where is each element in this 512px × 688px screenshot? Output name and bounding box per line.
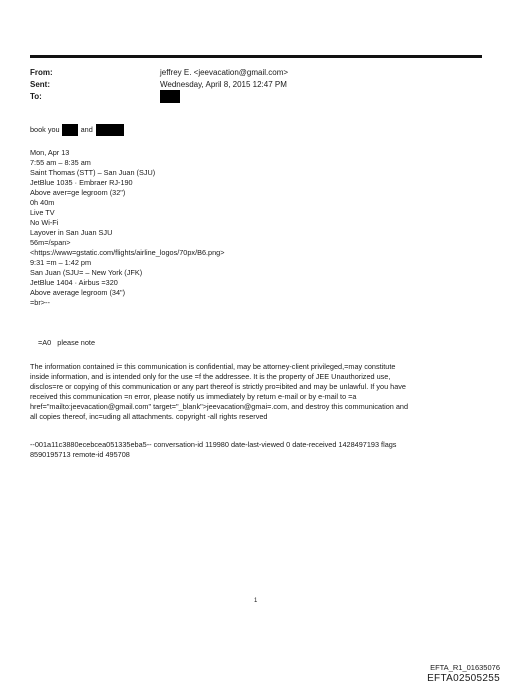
page-number: 1 xyxy=(254,598,258,604)
footer-id-2: EFTA02505255 xyxy=(427,673,500,684)
itinerary-line: No Wi-Fi xyxy=(30,218,59,227)
itinerary-line: Saint Thomas (STT) – San Juan (SJU) xyxy=(30,168,156,177)
disclaimer-line: disclos=re or copying of this communication or any part thereof is strictly pro=ibited and may be unlawful. If you have xyxy=(30,382,406,391)
itinerary-line: Live TV xyxy=(30,208,55,217)
metadata-paragraph xyxy=(30,440,485,460)
disclaimer-line: received this communication =n error, please notify us immediately by return e-mail or by e-mail to =a xyxy=(30,392,357,401)
itinerary-line: San Juan (SJU= – New York (JFK) xyxy=(30,268,143,277)
itinerary-line: 9:31 =m – 1:42 pm xyxy=(30,258,92,267)
disclaimer-line: all copies thereof, inc=uding all attachments. copyright -all rights reserved xyxy=(30,412,268,421)
from-label: From: xyxy=(30,68,53,77)
disclaimer-paragraph xyxy=(30,362,485,422)
to-label: To: xyxy=(30,92,42,101)
greeting-part2: and xyxy=(80,124,93,134)
header-rule xyxy=(30,55,482,58)
sent-value: Wednesday, April 8, 2015 12:47 PM xyxy=(160,80,287,89)
metadata-line: 8590195713 remote-id 495708 xyxy=(30,450,130,459)
metadata-line: --001a11c3880ecebcea051335eba5-- conversation-id 119980 date-last-viewed 0 date-received 1428497193 flags xyxy=(30,440,397,449)
footer-id-1: EFTA_R1_01635076 xyxy=(430,663,500,672)
itinerary-line: JetBlue 1404 · Airbus =320 xyxy=(30,278,118,287)
note-line: =A0 please note xyxy=(38,338,95,347)
itinerary-line: Above aver=ge legroom (32") xyxy=(30,188,126,197)
itinerary-line: 56m=/span> xyxy=(30,238,71,247)
disclaimer-line: href="mailto:jeevacation@gmail.com" target="_blank">jeevacation@gmai=.com, and destroy this communication and xyxy=(30,402,409,411)
disclaimer-line: The information contained i= this communication is confidential, may be attorney-client privileged,=may constitute xyxy=(30,362,396,371)
itinerary-line: Layover in San Juan SJU xyxy=(30,228,113,237)
itinerary-line: =br>-- xyxy=(30,298,50,307)
itinerary-line: 7:55 am – 8:35 am xyxy=(30,158,91,167)
itinerary-line: Mon, Apr 13 xyxy=(30,148,70,157)
disclaimer-line: inside information, and is intended only for the use =f the addressee. It is the property of JEE Unauthorized use, xyxy=(30,372,391,381)
itinerary-line: JetBlue 1035 · Embraer RJ-190 xyxy=(30,178,133,187)
from-value: jeffrey E. <jeevacation@gmail.com> xyxy=(160,68,289,77)
greeting-part1: book you xyxy=(30,124,60,134)
itinerary-block xyxy=(30,148,490,308)
name-redaction-2 xyxy=(96,124,124,136)
itinerary-line: Above average legroom (34") xyxy=(30,288,126,297)
sent-label: Sent: xyxy=(30,80,50,89)
greeting-line xyxy=(30,124,490,136)
to-redaction xyxy=(160,90,180,103)
itinerary-line: <https://www=gstatic.com/flights/airline_logos/70px/B6.png> xyxy=(30,248,225,257)
itinerary-line: 0h 40m xyxy=(30,198,55,207)
name-redaction-1 xyxy=(62,124,78,136)
